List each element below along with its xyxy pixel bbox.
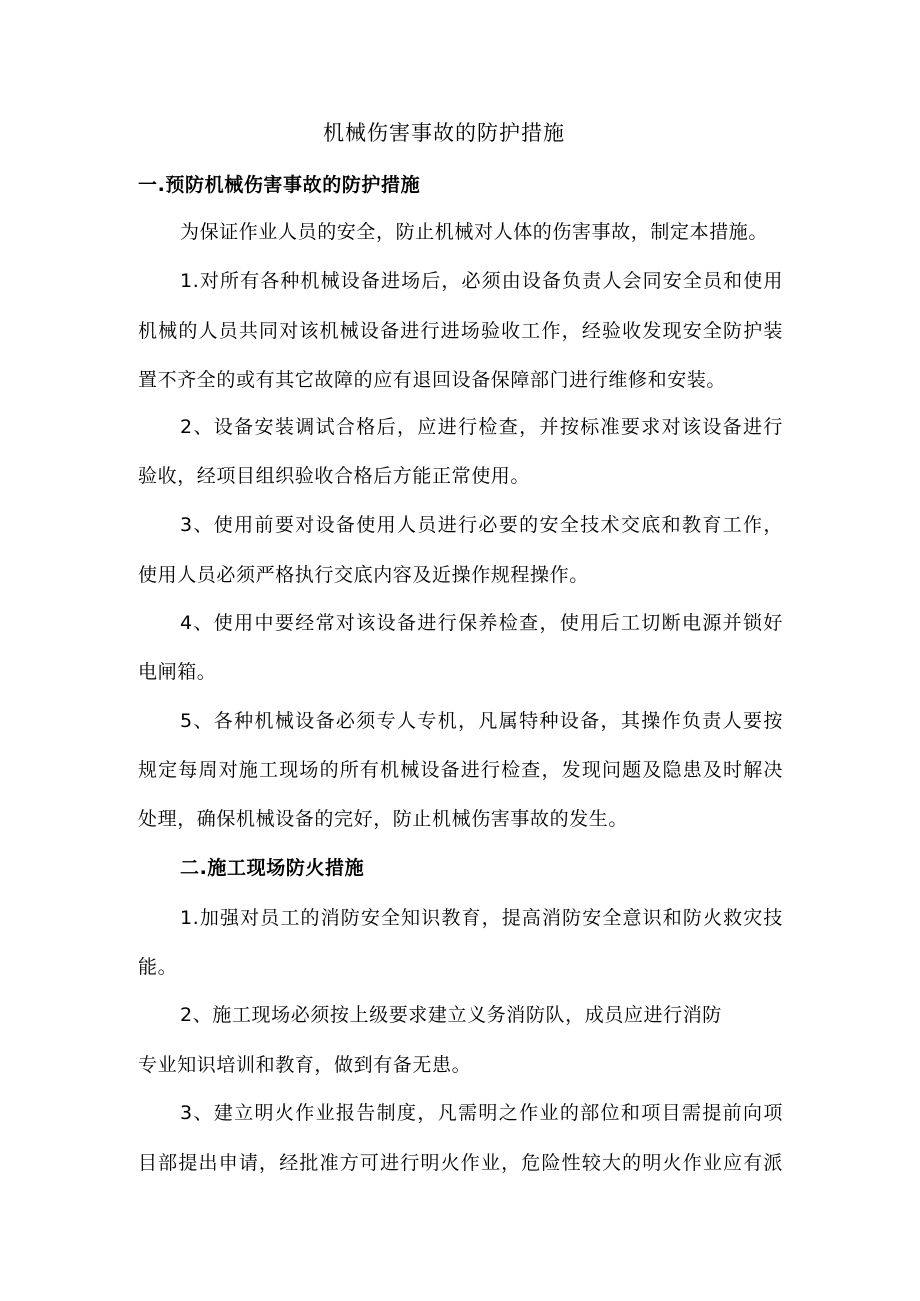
section-1-item-3-line-2: 使用人员必须严格执行交底内容及近操作规程操作。 xyxy=(138,564,589,586)
section-2-heading: 二.施工现场防火措施 xyxy=(180,857,365,879)
section-2-item-1-line-2: 能。 xyxy=(138,956,178,978)
section-1-item-2-line-2: 验收，经项目组织验收合格后方能正常使用。 xyxy=(138,465,531,487)
section-1-item-1-line-2: 机械的人员共同对该机械设备进行进场验收工作，经验收发现安全防护装 xyxy=(138,320,783,342)
section-1-item-2-line-1: 2、设备安装调试合格后，应进行检查，并按标准要求对该设备进行 xyxy=(180,416,783,438)
section-1-item-1-line-1: 1.对所有各种机械设备进场后，必须由设备负责人会同安全员和使用 xyxy=(180,270,783,292)
section-1-item-1-line-3: 置不齐全的或有其它故障的应有退回设备保障部门进行维修和安装。 xyxy=(138,369,727,391)
section-2-item-3-line-1: 3、建立明火作业报告制度，凡需明之作业的部位和项目需提前向项 xyxy=(180,1102,783,1124)
document-title: 机械伤害事故的防护措施 xyxy=(323,121,565,145)
section-2-item-2-line-1: 2、施工现场必须按上级要求建立义务消防队，成员应进行消防 xyxy=(180,1004,722,1026)
section-1-item-5-line-1: 5、各种机械设备必须专人专机，凡属特种设备，其操作负责人要按 xyxy=(180,710,783,732)
section-1-item-5-line-2: 规定每周对施工现场的所有机械设备进行检查，发现问题及隐患及时解决 xyxy=(138,759,783,781)
section-1-item-3-line-1: 3、使用前要对设备使用人员进行必要的安全技术交底和教育工作， xyxy=(180,514,783,536)
section-2-item-3-line-2: 目部提出申请，经批准方可进行明火作业，危险性较大的明火作业应有派 xyxy=(138,1152,783,1174)
section-1-item-5-line-3: 处理，确保机械设备的完好，防止机械伤害事故的发生。 xyxy=(138,808,629,830)
section-1-item-4-line-2: 电闸箱。 xyxy=(138,661,217,683)
section-2-item-2-line-2: 专业知识培训和教育，做到有备无患。 xyxy=(138,1054,472,1076)
section-1-heading: 一.预防机械伤害事故的防护措施 xyxy=(138,174,421,196)
section-1-item-4-line-1: 4、使用中要经常对该设备进行保养检查，使用后工切断电源并锁好 xyxy=(180,612,783,634)
section-2-item-1-line-1: 1.加强对员工的消防安全知识教育，提高消防安全意识和防火救灾技 xyxy=(180,907,783,929)
section-1-intro: 为保证作业人员的安全，防止机械对人体的伤害事故，制定本措施。 xyxy=(180,221,769,243)
